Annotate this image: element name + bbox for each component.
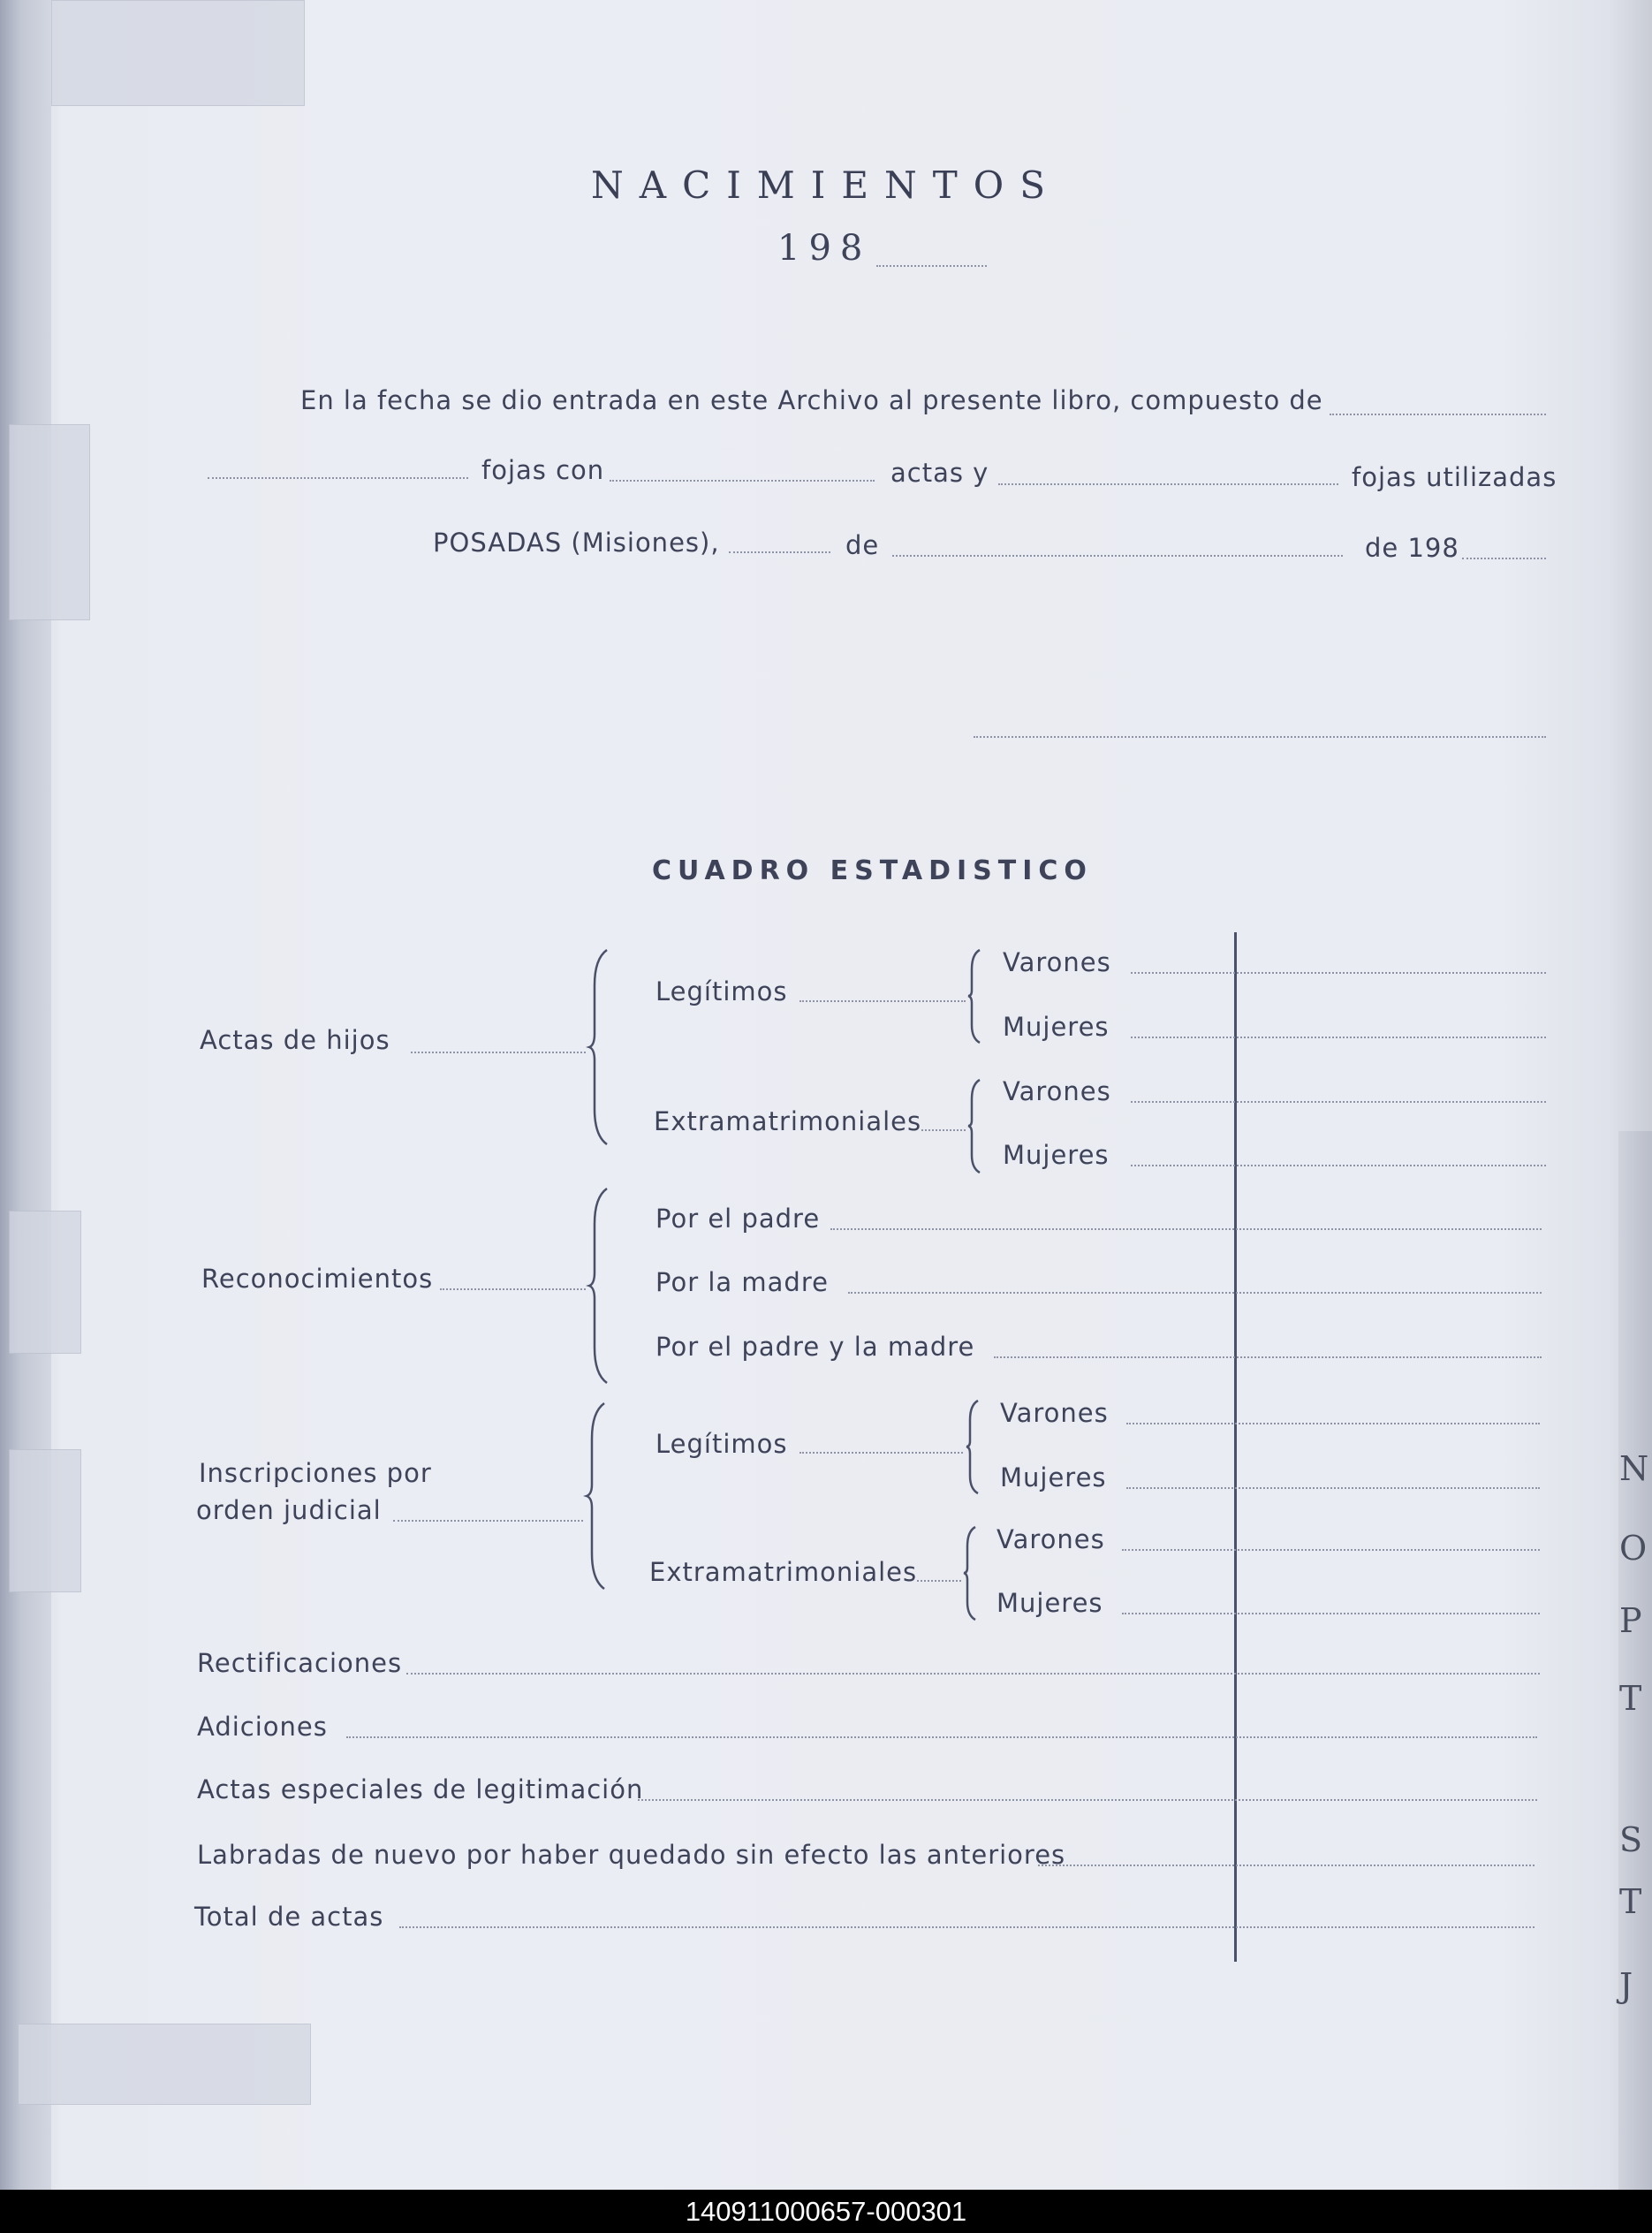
- label-varones: Varones: [1000, 1398, 1109, 1428]
- blank-year: [1462, 558, 1546, 559]
- row-line: [994, 1356, 1542, 1358]
- row-line: [1131, 1101, 1546, 1103]
- signature-line: [974, 736, 1546, 738]
- edge-letter: J: [1619, 1966, 1633, 2005]
- de-label: de: [845, 530, 880, 560]
- tape-strip: [51, 0, 305, 106]
- entry-line-1: En la fecha se dio entrada en este Archivo al presente libro, compuesto de: [300, 385, 1323, 415]
- de-year-label: de 198: [1365, 533, 1459, 563]
- label-legitimos: Legítimos: [655, 976, 788, 1006]
- row-line: [399, 1926, 1535, 1928]
- label-varones: Varones: [1003, 1076, 1111, 1106]
- label-actas-especiales: Actas especiales de legitimación: [197, 1774, 644, 1804]
- row-line: [1122, 1549, 1540, 1551]
- row-line: [1131, 972, 1546, 974]
- label-por-el-padre: Por el padre: [655, 1204, 821, 1234]
- tape-strip: [9, 1211, 81, 1354]
- leader: [917, 1580, 961, 1582]
- brace-inscripciones: [585, 1403, 611, 1589]
- column-divider: [1234, 932, 1237, 1962]
- label-adiciones: Adiciones: [197, 1712, 328, 1742]
- row-line: [830, 1228, 1542, 1230]
- place-label: POSADAS (Misiones),: [433, 528, 720, 558]
- page-title: NACIMIENTOS: [590, 163, 1062, 207]
- table-title: CUADRO ESTADISTICO: [652, 855, 1093, 886]
- label-legitimos: Legítimos: [655, 1429, 788, 1459]
- tape-strip: [9, 424, 90, 620]
- row-line: [1122, 1613, 1540, 1614]
- brace-extramatrimoniales-judicial: [963, 1527, 981, 1620]
- label-extramatrimoniales: Extramatrimoniales: [649, 1557, 918, 1587]
- label-varones: Varones: [1003, 947, 1111, 977]
- row-line: [638, 1799, 1537, 1801]
- label-por-la-madre: Por la madre: [655, 1267, 829, 1297]
- blank-fojas-utilizadas: [998, 483, 1338, 485]
- label-labradas-de-nuevo: Labradas de nuevo por haber quedado sin efecto las anteriores: [197, 1840, 1066, 1870]
- leader: [921, 1129, 966, 1131]
- binding-strip: [0, 0, 51, 2190]
- row-line: [346, 1736, 1537, 1738]
- brace-legitimos-judicial: [966, 1401, 983, 1493]
- row-line: [848, 1292, 1542, 1294]
- year-blank: [876, 265, 987, 267]
- row-line: [1131, 1037, 1546, 1038]
- brace-reconocimientos: [587, 1189, 614, 1383]
- label-orden-judicial: orden judicial: [196, 1495, 382, 1525]
- blank-actas: [610, 480, 875, 482]
- label-por-el-padre-y-la-madre: Por el padre y la madre: [655, 1332, 975, 1362]
- blank-month: [892, 555, 1343, 557]
- blank-fojas: [208, 477, 468, 479]
- leader: [799, 1000, 966, 1002]
- fojas-utilizadas-label: fojas utilizadas: [1352, 462, 1557, 492]
- edge-letter: O: [1619, 1529, 1648, 1568]
- blank-fojas-total: [1330, 414, 1546, 415]
- brace-extramatrimoniales: [967, 1080, 985, 1173]
- image-id-footer: 140911000657-000301: [0, 2190, 1652, 2233]
- label-varones: Varones: [997, 1524, 1105, 1554]
- label-rectificaciones: Rectificaciones: [197, 1648, 403, 1678]
- leader: [799, 1452, 963, 1454]
- brace-actas-de-hijos: [587, 950, 614, 1144]
- row-line: [1038, 1865, 1535, 1866]
- edge-letter: T: [1619, 1679, 1642, 1718]
- label-reconocimientos: Reconocimientos: [201, 1264, 434, 1294]
- fojas-con-label: fojas con: [481, 455, 605, 485]
- row-line: [1126, 1487, 1540, 1489]
- row-line: [1126, 1423, 1540, 1424]
- row-line: [1131, 1165, 1546, 1166]
- edge-letter: T: [1619, 1882, 1642, 1921]
- leader: [411, 1052, 586, 1053]
- adjacent-page-edge: [1618, 1131, 1652, 2190]
- edge-letter: P: [1619, 1601, 1642, 1640]
- brace-legitimos: [967, 950, 985, 1043]
- tape-strip: [9, 1449, 81, 1592]
- edge-letter: N: [1619, 1449, 1649, 1488]
- label-total-de-actas: Total de actas: [194, 1902, 384, 1932]
- leader: [440, 1288, 586, 1290]
- actas-y-label: actas y: [890, 458, 989, 488]
- label-extramatrimoniales: Extramatrimoniales: [654, 1106, 922, 1136]
- label-mujeres: Mujeres: [1003, 1012, 1110, 1042]
- blank-day: [729, 551, 830, 553]
- leader: [393, 1520, 583, 1522]
- tape-strip: [18, 2024, 311, 2105]
- label-mujeres: Mujeres: [997, 1588, 1103, 1618]
- year-prefix: 198: [777, 228, 872, 269]
- label-mujeres: Mujeres: [1000, 1462, 1107, 1492]
- edge-letter: S: [1619, 1820, 1643, 1859]
- label-mujeres: Mujeres: [1003, 1140, 1110, 1170]
- label-actas-de-hijos: Actas de hijos: [200, 1025, 390, 1055]
- label-inscripciones-por: Inscripciones por: [199, 1458, 432, 1488]
- row-line: [406, 1673, 1540, 1675]
